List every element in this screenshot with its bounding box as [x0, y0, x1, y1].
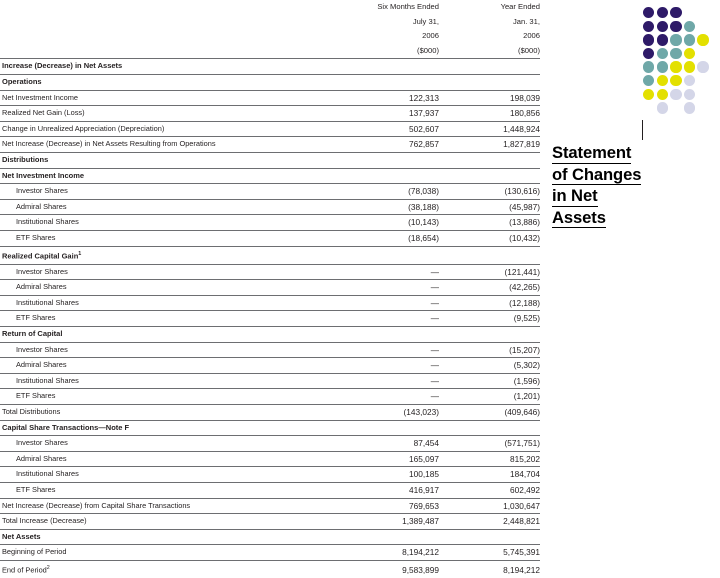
row-label: Net Investment Income: [0, 168, 338, 184]
row-label: Change in Unrealized Appreciation (Depreciation): [0, 121, 338, 137]
row-label: Admiral Shares: [0, 280, 338, 296]
divider-line: [642, 120, 643, 140]
row-value-six-months: [338, 152, 439, 168]
logo-dot: [684, 48, 695, 59]
row-value-six-months: (10,143): [338, 215, 439, 231]
header-col1-line1: Six Months Ended: [377, 2, 439, 11]
row-label: Increase (Decrease) in Net Assets: [0, 59, 338, 75]
table-row: [0, 358, 540, 374]
row-value-six-months: —: [338, 280, 439, 296]
right-panel: [540, 0, 720, 540]
row-value-year-ended: (1,201): [439, 389, 540, 405]
row-value-year-ended: 8,194,212: [439, 560, 540, 578]
row-value-year-ended: (5,302): [439, 358, 540, 374]
row-value-six-months: [338, 74, 439, 90]
row-value-year-ended: 602,492: [439, 482, 540, 498]
table-row: [0, 482, 540, 498]
row-value-year-ended: 1,030,647: [439, 498, 540, 514]
row-value-six-months: 416,917: [338, 482, 439, 498]
row-value-six-months: —: [338, 311, 439, 327]
logo-dot: [684, 61, 695, 72]
row-value-year-ended: (121,441): [439, 264, 540, 280]
table-row: [0, 246, 540, 264]
row-label: Net Increase (Decrease) from Capital Share Transactions: [0, 498, 338, 514]
row-label: Realized Net Gain (Loss): [0, 106, 338, 122]
header-col1-line4: ($000): [417, 45, 439, 55]
row-value-six-months: 122,313: [338, 90, 439, 106]
row-value-six-months: (78,038): [338, 184, 439, 200]
row-value-year-ended: (9,525): [439, 311, 540, 327]
page-title-text-2: of Changes: [552, 164, 642, 184]
row-value-six-months: 769,653: [338, 498, 439, 514]
row-value-six-months: —: [338, 342, 439, 358]
logo-dot: [657, 75, 668, 86]
row-label: Investor Shares: [0, 342, 338, 358]
table-row: [0, 467, 540, 483]
row-value-six-months: (38,188): [338, 199, 439, 215]
row-label: Institutional Shares: [0, 373, 338, 389]
table-row: [0, 560, 540, 578]
page-title-line-2: [552, 164, 712, 186]
logo-dot: [643, 34, 654, 45]
page-title-line-3: [552, 185, 712, 207]
page-title-text-3: in Net: [552, 186, 598, 205]
row-value-six-months: [338, 168, 439, 184]
row-label: Admiral Shares: [0, 199, 338, 215]
logo-dot: [643, 48, 654, 59]
row-label: ETF Shares: [0, 311, 338, 327]
logo-dot: [697, 34, 708, 45]
table-row: [0, 106, 540, 122]
table-row: [0, 436, 540, 452]
row-value-year-ended: 5,745,391: [439, 545, 540, 561]
row-value-year-ended: [439, 326, 540, 342]
row-value-six-months: [338, 529, 439, 545]
logo-dot: [643, 61, 654, 72]
row-value-year-ended: 2,448,821: [439, 514, 540, 530]
logo-dot: [670, 48, 681, 59]
logo-dot: [670, 75, 681, 86]
row-value-six-months: —: [338, 373, 439, 389]
table-row: [0, 230, 540, 246]
table-row: [0, 215, 540, 231]
row-label: Distributions: [0, 152, 338, 168]
row-value-six-months: 137,937: [338, 106, 439, 122]
row-value-six-months: 165,097: [338, 451, 439, 467]
row-label: Net Investment Income: [0, 90, 338, 106]
table-row: [0, 326, 540, 342]
row-value-year-ended: (12,188): [439, 295, 540, 311]
row-value-year-ended: 815,202: [439, 451, 540, 467]
row-value-six-months: —: [338, 295, 439, 311]
logo-dot: [670, 61, 681, 72]
row-value-year-ended: (409,646): [439, 404, 540, 420]
row-value-six-months: (143,023): [338, 404, 439, 420]
row-label: Capital Share Transactions—Note F: [0, 420, 338, 436]
row-label: ETF Shares: [0, 389, 338, 405]
table-row: [0, 59, 540, 75]
row-value-year-ended: [439, 529, 540, 545]
row-label: Admiral Shares: [0, 451, 338, 467]
logo-dot: [670, 7, 681, 18]
table-row: [0, 199, 540, 215]
logo-dot: [657, 21, 668, 32]
row-label: Beginning of Period: [0, 545, 338, 561]
header-column-six-months: [338, 0, 439, 59]
header-col1-line3: 2006: [422, 31, 439, 41]
logo-dot: [657, 48, 668, 59]
row-value-year-ended: 198,039: [439, 90, 540, 106]
row-label: Admiral Shares: [0, 358, 338, 374]
footnote-marker: 2: [46, 564, 50, 571]
table-row: [0, 342, 540, 358]
row-value-six-months: [338, 246, 439, 264]
table-row: [0, 137, 540, 153]
row-label: Institutional Shares: [0, 295, 338, 311]
table-row: [0, 514, 540, 530]
page-title-line-1: [552, 142, 712, 164]
logo-dot: [684, 21, 695, 32]
row-label: Total Distributions: [0, 404, 338, 420]
logo-dot: [670, 34, 681, 45]
row-value-year-ended: 184,704: [439, 467, 540, 483]
row-value-six-months: 100,185: [338, 467, 439, 483]
page-title-text-4: Assets: [552, 207, 606, 227]
logo-dot: [657, 102, 668, 113]
row-label: Investor Shares: [0, 436, 338, 452]
logo-dot: [643, 21, 654, 32]
row-value-six-months: —: [338, 264, 439, 280]
page-title-text-1: Statement: [552, 143, 632, 162]
table-row: [0, 264, 540, 280]
row-value-six-months: 762,857: [338, 137, 439, 153]
row-value-six-months: [338, 59, 439, 75]
logo-dot: [657, 7, 668, 18]
table-row: [0, 545, 540, 561]
table-row: [0, 529, 540, 545]
row-value-year-ended: 1,448,924: [439, 121, 540, 137]
logo-dot: [670, 21, 681, 32]
row-label: Net Assets: [0, 529, 338, 545]
table-row: [0, 404, 540, 420]
page-title: [552, 142, 712, 228]
table-row: [0, 498, 540, 514]
row-label: Realized Capital Gain$^1$: [0, 246, 338, 264]
row-value-six-months: [338, 326, 439, 342]
row-value-year-ended: [439, 152, 540, 168]
row-value-six-months: 87,454: [338, 436, 439, 452]
logo-dot: [684, 89, 695, 100]
header-label-spacer: [0, 0, 338, 59]
row-value-six-months: (18,654): [338, 230, 439, 246]
row-value-year-ended: (1,596): [439, 373, 540, 389]
logo-dot: [643, 7, 654, 18]
row-value-six-months: 8,194,212: [338, 545, 439, 561]
table-row: [0, 184, 540, 200]
financial-table-body: [0, 59, 540, 578]
table-row: [0, 121, 540, 137]
table-header-row: [0, 0, 540, 59]
logo-dot: [643, 75, 654, 86]
row-value-year-ended: (13,886): [439, 215, 540, 231]
header-col1-line2: July 31,: [412, 16, 439, 26]
table-row: [0, 451, 540, 467]
logo-dot: [643, 89, 654, 100]
header-col2-line4: ($000): [518, 45, 540, 55]
row-label: Investor Shares: [0, 184, 338, 200]
logo-dot: [684, 34, 695, 45]
row-value-year-ended: (10,432): [439, 230, 540, 246]
row-label: ETF Shares: [0, 482, 338, 498]
row-value-year-ended: [439, 168, 540, 184]
logo-dot: [684, 75, 695, 86]
page-title-line-4: [552, 207, 712, 229]
header-col2-line3: 2006: [523, 31, 540, 41]
row-label: Return of Capital: [0, 326, 338, 342]
row-value-year-ended: (42,265): [439, 280, 540, 296]
table-row: [0, 90, 540, 106]
logo-dot: [657, 89, 668, 100]
row-label: Total Increase (Decrease): [0, 514, 338, 530]
row-value-year-ended: [439, 246, 540, 264]
vanguard-dot-grid-logo: [643, 7, 711, 119]
row-value-year-ended: [439, 59, 540, 75]
row-value-six-months: 9,583,899: [338, 560, 439, 578]
row-value-year-ended: (130,616): [439, 184, 540, 200]
header-col2-line1: Year Ended: [500, 2, 540, 11]
row-value-year-ended: [439, 420, 540, 436]
logo-dot: [657, 61, 668, 72]
row-label: Net Increase (Decrease) in Net Assets Resulting from Operations: [0, 137, 338, 153]
row-value-six-months: —: [338, 389, 439, 405]
row-label: Operations: [0, 74, 338, 90]
header-col2-line2: Jan. 31,: [512, 16, 540, 26]
table-row: [0, 420, 540, 436]
row-value-six-months: 1,389,487: [338, 514, 439, 530]
logo-dot: [684, 102, 695, 113]
row-value-year-ended: (571,751): [439, 436, 540, 452]
row-value-year-ended: (45,987): [439, 199, 540, 215]
row-value-six-months: 502,607: [338, 121, 439, 137]
header-column-year-ended: [439, 0, 540, 59]
logo-dot: [670, 89, 681, 100]
row-label: Institutional Shares: [0, 467, 338, 483]
logo-dot: [657, 34, 668, 45]
table-row: [0, 152, 540, 168]
logo-dot: [697, 61, 708, 72]
row-value-year-ended: 1,827,819: [439, 137, 540, 153]
row-value-six-months: [338, 420, 439, 436]
table-row: [0, 311, 540, 327]
row-value-year-ended: [439, 74, 540, 90]
row-value-six-months: —: [338, 358, 439, 374]
table-row: [0, 295, 540, 311]
table-header: [0, 0, 540, 59]
row-label: End of Period$^2$: [0, 560, 338, 578]
table-row: [0, 168, 540, 184]
row-label: ETF Shares: [0, 230, 338, 246]
table-row: [0, 373, 540, 389]
footnote-marker: 1: [78, 250, 82, 257]
table-row: [0, 74, 540, 90]
table-row: [0, 389, 540, 405]
row-label: Investor Shares: [0, 264, 338, 280]
table-row: [0, 280, 540, 296]
row-value-year-ended: (15,207): [439, 342, 540, 358]
row-value-year-ended: 180,856: [439, 106, 540, 122]
row-label: Institutional Shares: [0, 215, 338, 231]
